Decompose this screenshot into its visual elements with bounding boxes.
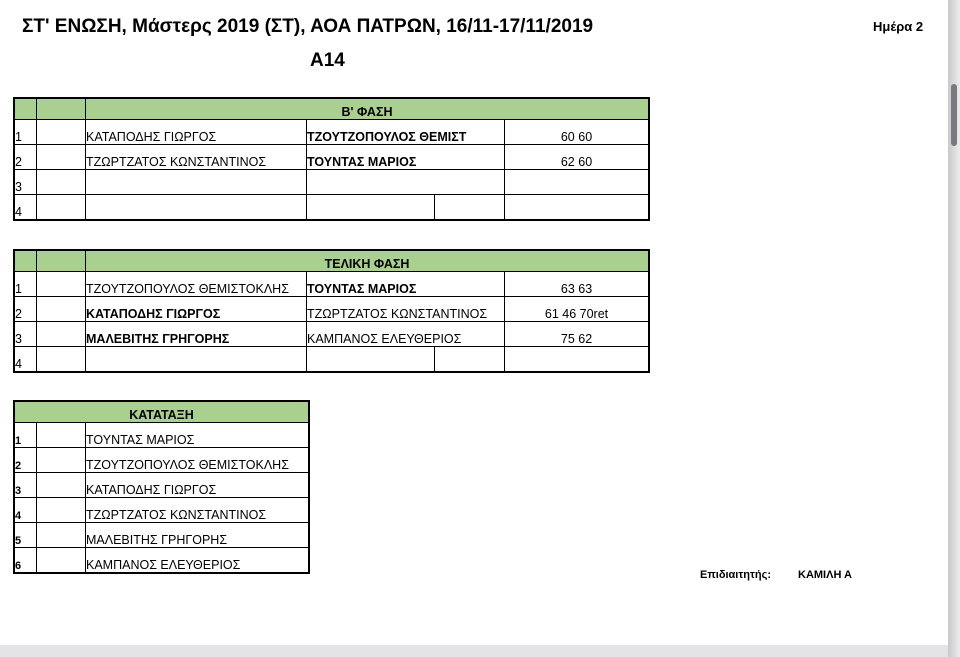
table-row [15,473,309,498]
table-row [15,423,309,448]
table-row [15,322,649,347]
match-score [505,347,649,372]
scrollbar-thumb[interactable] [951,84,957,146]
player2-name [307,170,505,195]
final-phase-header: ΤΕΛΙΚΗ ΦΑΣΗ [86,251,649,272]
player1-name: ΚΑΤΑΠΟΔΗΣ ΓΙΩΡΓΟΣ [86,297,307,322]
player1-name: ΜΑΛΕΒΙΤΗΣ ΓΡΗΓΟΡΗΣ [86,322,307,347]
table-row [15,347,649,372]
day-label: Ημέρα 2 [873,19,924,34]
ranking-header-row [15,402,309,423]
final-phase-table [14,250,649,372]
phase-b-header-row [15,99,649,120]
final-phase-header-row [15,251,649,272]
table-row [15,448,309,473]
rank-position: 2 [15,448,37,473]
category-title: A14 [310,50,345,71]
player1-name [86,195,307,220]
ranked-player-name: ΤΖΩΡΤΖΑΤΟΣ ΚΩΝΣΤΑΝΤΙΝΟΣ [86,498,309,523]
table-row [15,272,649,297]
match-number: 4 [15,347,37,372]
match-number: 1 [15,120,37,145]
player2-name: ΤΟΥΝΤΑΣ ΜΑΡΙΟΣ [307,272,505,297]
table-row [15,145,649,170]
table-row [15,120,649,145]
player1-name: ΤΖΩΡΤΖΑΤΟΣ ΚΩΝΣΤΑΝΤΙΝΟΣ [86,145,307,170]
rank-position: 3 [15,473,37,498]
ranking-header: ΚΑΤΑΤΑΞΗ [15,402,309,423]
match-number: 1 [15,272,37,297]
match-number: 4 [15,195,37,220]
player2-name [307,195,435,220]
match-score [505,195,649,220]
ranked-player-name: ΜΑΛΕΒΙΤΗΣ ΓΡΗΓΟΡΗΣ [86,523,309,548]
player1-name [86,347,307,372]
ranked-player-name: ΤΖΟΥΤΖΟΠΟΥΛΟΣ ΘΕΜΙΣΤΟΚΛΗΣ [86,448,309,473]
player1-name [86,170,307,195]
table-row [15,548,309,573]
rank-position: 4 [15,498,37,523]
player2-name: ΤΖΟΥΤΖΟΠΟΥΛΟΣ ΘΕΜΙΣΤ [307,120,505,145]
ranking-table [14,401,309,573]
match-score: 75 62 [505,322,649,347]
table-row [15,195,649,220]
document-title: ΣΤ' ΕΝΩΣΗ, Μάστερς 2019 (ΣΤ), ΑΟΑ ΠΑΤΡΩΝ, 16/11-17/11/2019 [22,16,594,37]
match-score: 61 46 70ret [505,297,649,322]
match-number: 3 [15,322,37,347]
table-row [15,498,309,523]
rank-position: 5 [15,523,37,548]
rank-position: 6 [15,548,37,573]
rank-position: 1 [15,423,37,448]
player2-name: ΤΟΥΝΤΑΣ ΜΑΡΙΟΣ [307,145,505,170]
phase-b-header: Β' ΦΑΣΗ [86,99,649,120]
player2-name [307,347,435,372]
match-score: 62 60 [505,145,649,170]
player2-name: ΤΖΩΡΤΖΑΤΟΣ ΚΩΝΣΤΑΝΤΙΝΟΣ [307,297,505,322]
phase-b-table [14,98,649,220]
ranked-player-name: ΤΟΥΝΤΑΣ ΜΑΡΙΟΣ [86,423,309,448]
player1-name: ΚΑΤΑΠΟΔΗΣ ΓΙΩΡΓΟΣ [86,120,307,145]
match-number: 2 [15,145,37,170]
referee-label: Επιδιαιτητής: [700,569,772,581]
match-score [505,170,649,195]
player2-name: ΚΑΜΠΑΝΟΣ ΕΛΕΥΘΕΡΙΟΣ [307,322,505,347]
table-row [15,297,649,322]
player1-name: ΤΖΟΥΤΖΟΠΟΥΛΟΣ ΘΕΜΙΣΤΟΚΛΗΣ [86,272,307,297]
match-number: 2 [15,297,37,322]
match-number: 3 [15,170,37,195]
table-row [15,523,309,548]
match-score: 63 63 [505,272,649,297]
table-row [15,170,649,195]
ranked-player-name: ΚΑΤΑΠΟΔΗΣ ΓΙΩΡΓΟΣ [86,473,309,498]
match-score: 60 60 [505,120,649,145]
ranked-player-name: ΚΑΜΠΑΝΟΣ ΕΛΕΥΘΕΡΙΟΣ [86,548,309,573]
referee-name: ΚΑΜΙΛΗ Α [798,569,852,581]
